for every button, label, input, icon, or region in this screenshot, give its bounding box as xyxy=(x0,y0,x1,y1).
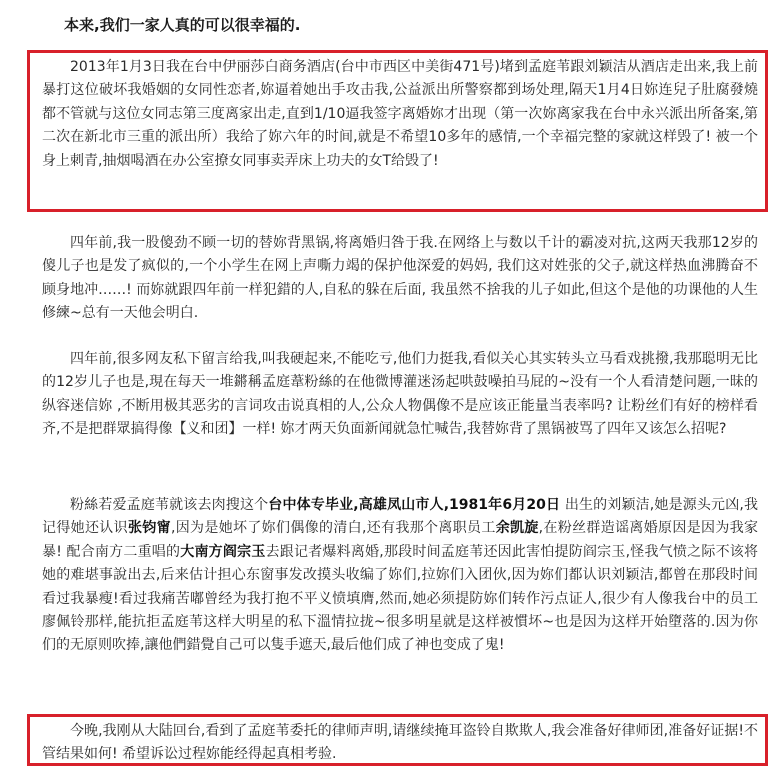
paragraph-1: 2013年1月3日我在台中伊丽莎白商务酒店(台中市西区中美街471号)堵到孟庭苇跟刘颖洁从酒店走出来,我上前暴打这位破坏我婚姻的女同性恋者,妳逼着她出手攻击我,公益派出所警察都到场处理,隔天1月4日妳连兒子肚腐發燒都不管就与这位女同志第三度离家出走,直到1/10逼我签字离婚妳才出现（第一次妳离家我在台中永兴派出所备案,第二次在新北市三重的派出所）我给了妳六年的时间,就是不希望10多年的感情,一个幸福完整的家就这样毁了! 被一个身上刺青,抽烟喝酒在办公室撩女同事卖弄床上功夫的女T给毁了! xyxy=(42,59,758,169)
paragraph-2: 四年前,我一股傻劲不顾一切的替妳背黑锅,将离婚归咎于我.在网络上与数以千计的霸凌对抗,这两天我那12岁的傻儿子也是发了疯似的,一个小学生在网上声嘶力竭的保护他深爱的妈妈, 我们这对姓张的父子,就这样热血沸腾奋不顾身地冲……! 而妳就跟四年前一样犯錯的人,自私的躲在后面, 我虽然不捨我的儿子如此,但这个是他的功课他的人生修練~总有一天他会明白. xyxy=(42,235,758,322)
paragraph-4-text-c: 出生的刘颖洁,她是源头元凶,我记得她还认识 xyxy=(42,497,758,537)
paragraph-4-text-d: ,因为是她坏了妳们偶像的清白,还有我那个离职员工 xyxy=(170,520,496,537)
paragraph-4-bold-bio: 台中体专毕业,高雄凤山市人,1981年6月20日 xyxy=(268,497,561,513)
paragraph-4-bold-name-1: 张钧甯 xyxy=(127,520,171,537)
paragraph-4-text-f: 去跟记者爆料离婚,那段时间孟庭苇还因此害怕提防阎宗玉,怪我气愤之际不该将她的难堪事說出去,后来估计担心东窗事发改摸头收编了妳们,拉妳们入团伙,因为妳们都认识刘颖洁,都曾在那段时间看过我暴瘦!看过我痛苦嘟曾经为我打抱不平义愤填膺,然而,她必须提防妳们转作污点证人,很少有人像我台中的员工廖佩铃那样,能抗拒孟庭苇这样大明星的私下溫情拉拢~很多明星就是这样被慣坏~也是因为这样开始墮落的.因为你们的无原则吹捧,讓他們錯覺自己可以隻手遮天,最后他们成了神也变成了鬼! xyxy=(42,543,759,654)
paragraph-3: 四年前,很多网友私下留言给我,叫我硬起来,不能吃亏,他们力挺我,看似关心其实转头立马看戏挑撥,我那聪明无比的12岁儿子也是,現在每天一堆鏘稱孟庭葦粉絲的在他微博灌迷汤起哄鼓噪拍马屁的~没有一个人看清楚问题,一昧的纵容迷信妳 ,不断用极其恶劣的言词攻击说真相的人,公众人物偶像不是应该正能量当表率吗? 让粉丝们有好的榜样看齐,不是把群眾搞得像【义和团】一样! 妳才两天负面新闻就急忙喊告,我替妳背了黑锅被骂了四年又该怎么招呢? xyxy=(42,351,758,438)
paragraph-4-text-a: 粉絲若爱孟庭苇就该去肉搜这个 xyxy=(70,497,269,513)
paragraph-4-text-e: ,在粉丝群造谣离婚原因是因为我家暴! 配合南方二重唱的 xyxy=(42,520,759,560)
article-heading: 本来,我们一家人真的可以很幸福的. xyxy=(64,16,301,34)
paragraph-4 xyxy=(42,494,758,658)
paragraph-4-bold-name-2: 余凯旋 xyxy=(495,520,539,537)
paragraph-5: 今晚,我刚从大陆回台,看到了孟庭苇委托的律师声明,请继续掩耳盗铃自欺欺人,我会准备好律师团,准备好证据!不管结果如何! 希望诉讼过程妳能经得起真相考验. xyxy=(42,723,758,763)
paragraph-4-bold-name-3: 大南方阎宗玉 xyxy=(180,543,266,560)
